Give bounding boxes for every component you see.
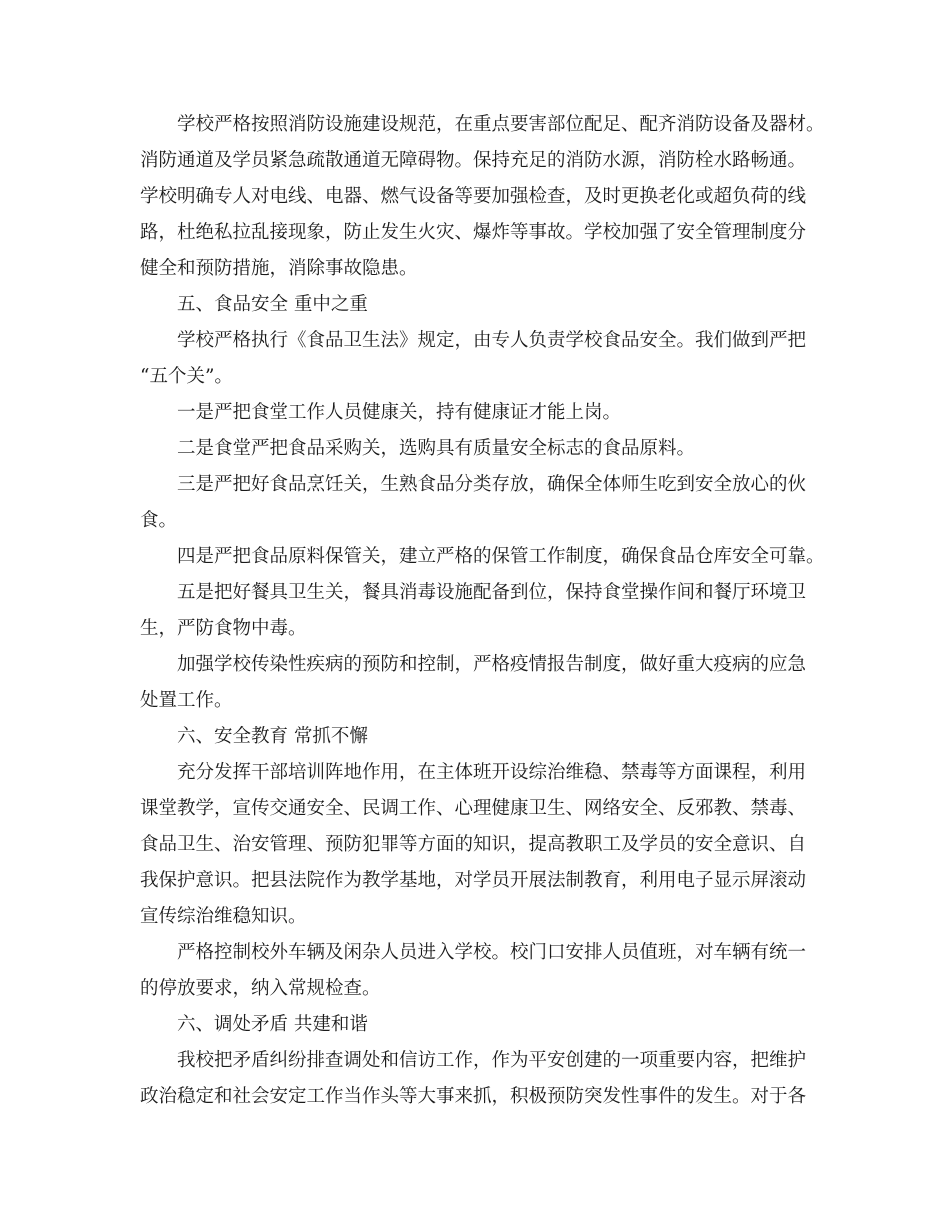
paragraph-line: 五是把好餐具卫生关，餐具消毒设施配备到位，保持食堂操作间和餐厅环境卫	[177, 582, 807, 603]
paragraph-line: 加强学校传染性疾病的预防和控制，严格疫情报告制度，做好重大疫病的应急	[177, 654, 807, 675]
paragraph-line: 路，杜绝私拉乱接现象，防止发生火灾、爆炸等事故。学校加强了安全管理制度分	[140, 222, 807, 243]
paragraph-line: 四是严把食品原料保管关，建立严格的保管工作制度，确保食品仓库安全可靠。	[177, 546, 825, 567]
paragraph-line: 一是严把食堂工作人员健康关，持有健康证才能上岗。	[177, 402, 622, 423]
section-heading: 五、食品安全 重中之重	[177, 294, 368, 315]
paragraph-line: 学校严格执行《食品卫生法》规定，由专人负责学校食品安全。我们做到严把	[177, 330, 807, 351]
paragraph-line: 学校明确专人对电线、电器、燃气设备等要加强检查，及时更换老化或超负荷的线	[140, 186, 807, 207]
paragraph-line: 处置工作。	[140, 690, 233, 711]
paragraph-line: 的停放要求，纳入常规检查。	[140, 978, 381, 999]
paragraph-line: 学校严格按照消防设施建设规范，在重点要害部位配足、配齐消防设备及器材。	[177, 114, 825, 135]
paragraph-line: 二是食堂严把食品采购关，选购具有质量安全标志的食品原料。	[177, 438, 696, 459]
section-heading: 六、安全教育 常抓不懈	[177, 726, 368, 747]
paragraph-line: “五个关”。	[140, 366, 233, 387]
paragraph-line: 严格控制校外车辆及闲杂人员进入学校。校门口安排人员值班，对车辆有统一	[177, 942, 807, 963]
paragraph-line: 我校把矛盾纠纷排查调处和信访工作，作为平安创建的一项重要内容，把维护	[177, 1050, 807, 1071]
paragraph-line: 生，严防食物中毒。	[140, 618, 307, 639]
paragraph-line: 食。	[140, 510, 178, 531]
paragraph-line: 消防通道及学员紧急疏散通道无障碍物。保持充足的消防水源，消防栓水路畅通。	[140, 150, 807, 171]
paragraph-line: 健全和预防措施，消除事故隐患。	[140, 258, 418, 279]
paragraph-line: 三是严把好食品烹饪关，生熟食品分类存放，确保全体师生吃到安全放心的伙	[177, 474, 807, 495]
paragraph-line: 宣传综治维稳知识。	[140, 906, 307, 927]
paragraph-line: 我保护意识。把县法院作为教学基地，对学员开展法制教育，利用电子显示屏滚动	[140, 870, 807, 891]
paragraph-line: 食品卫生、治安管理、预防犯罪等方面的知识，提高教职工及学员的安全意识、自	[140, 834, 807, 855]
paragraph-line: 充分发挥干部培训阵地作用，在主体班开设综治维稳、禁毒等方面课程，利用	[177, 762, 807, 783]
section-heading: 六、调处矛盾 共建和谐	[177, 1014, 368, 1035]
paragraph-line: 政治稳定和社会安定工作当作头等大事来抓，积极预防突发性事件的发生。对于各	[140, 1086, 807, 1107]
paragraph-line: 课堂教学，宣传交通安全、民调工作、心理健康卫生、网络安全、反邪教、禁毒、	[140, 798, 807, 819]
